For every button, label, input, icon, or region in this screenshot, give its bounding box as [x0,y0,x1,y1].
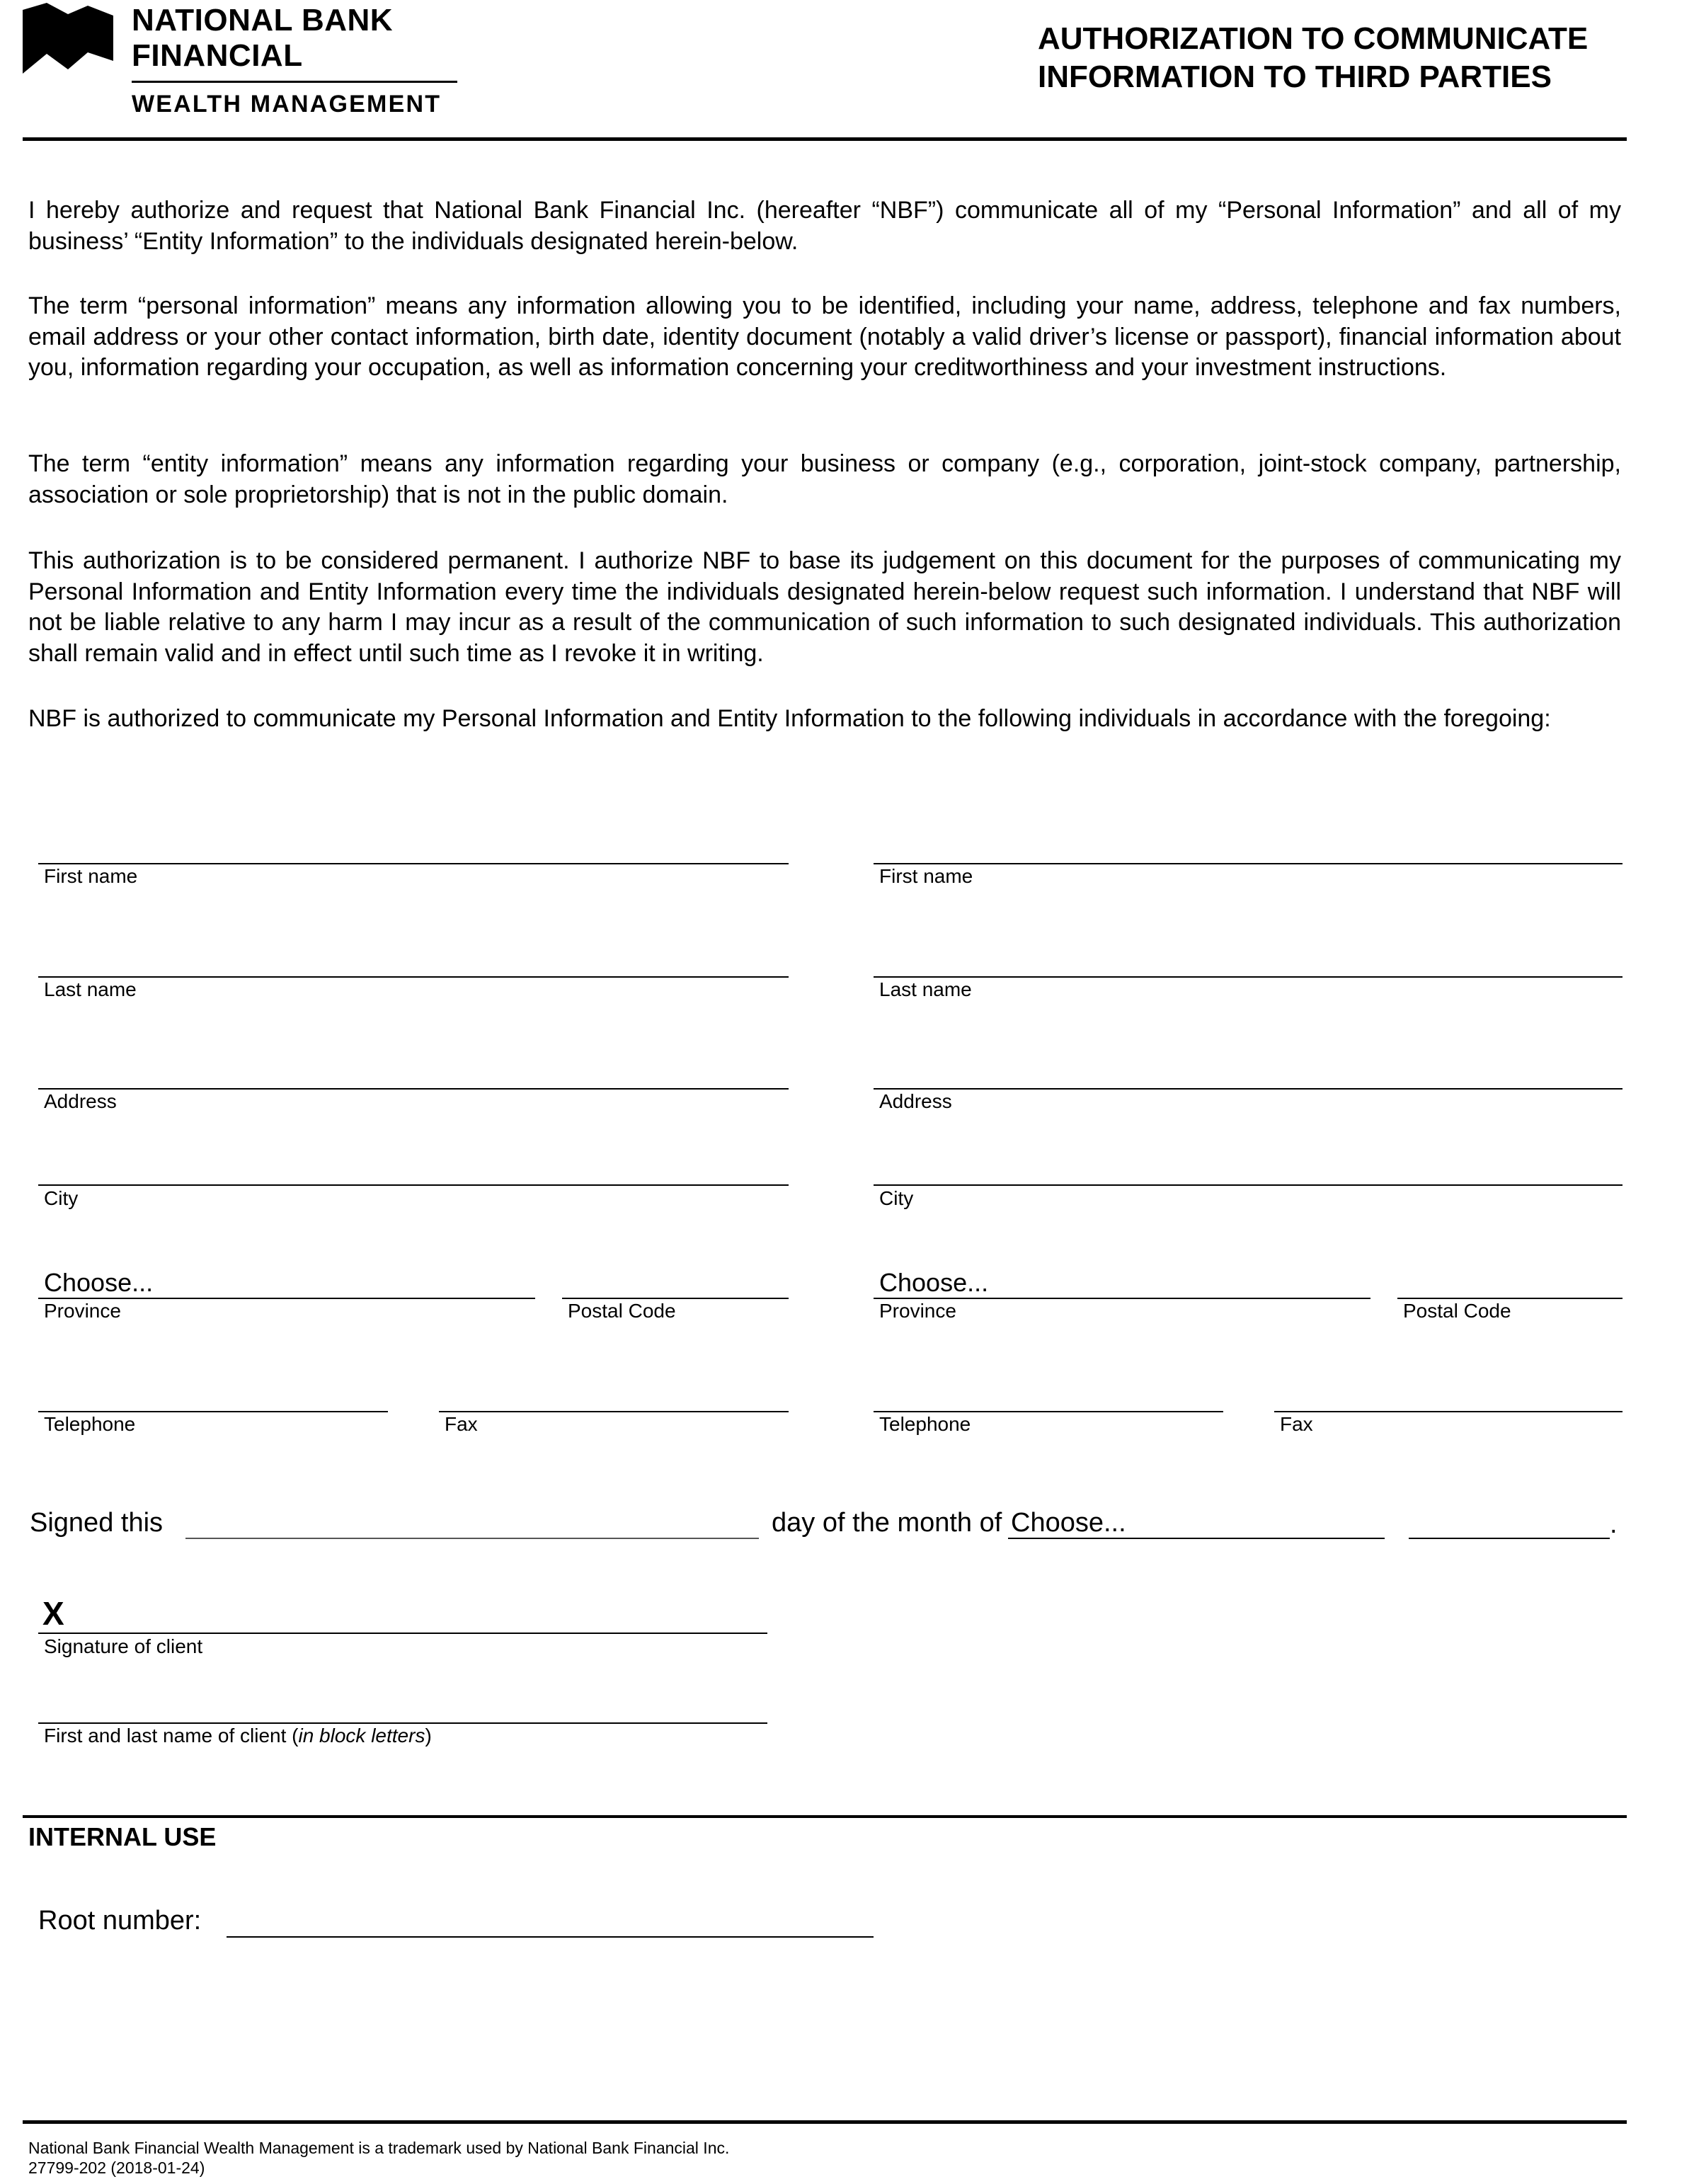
province-select-2[interactable]: Choose... [879,1268,989,1297]
address-field-2[interactable] [874,1088,1623,1090]
signature-x-mark: X [42,1595,64,1632]
postal-code-label-2: Postal Code [1403,1300,1511,1322]
brand-divider [132,81,457,83]
first-name-field-1[interactable] [38,863,789,864]
fax-field-1[interactable] [439,1411,789,1412]
postal-code-label-1: Postal Code [568,1300,676,1322]
province-label-1: Province [44,1300,121,1322]
first-name-label-1: First name [44,865,138,887]
postal-code-field-1[interactable] [562,1298,789,1299]
year-field[interactable] [1409,1538,1610,1539]
footer-rule [23,2120,1627,2124]
telephone-label-2: Telephone [879,1413,971,1435]
date-period: . [1610,1509,1618,1539]
address-label-1: Address [44,1090,117,1112]
client-name-field[interactable] [38,1722,767,1724]
paragraph-entity-information: The term “entity information” means any information regarding your business or company (e.g., corporation, joint-stock company, partnership, association or sole proprietorship) that is not in the public domain. [28,450,1621,508]
client-signature-label: Signature of client [44,1635,203,1657]
last-name-label-1: Last name [44,978,137,1000]
city-field-2[interactable] [874,1184,1623,1186]
postal-code-field-2[interactable] [1397,1298,1623,1299]
first-name-label-2: First name [879,865,973,887]
telephone-field-2[interactable] [874,1411,1223,1412]
telephone-label-1: Telephone [44,1413,136,1435]
paragraph-authorization: I hereby authorize and request that National Bank Financial Inc. (hereafter “NBF”) communicate all of my “Personal Information” and all of my business’ “Entity Information” to the individuals designated herein-below. [28,197,1621,255]
paragraph-authorized-individuals: NBF is authorized to communicate my Personal Information and Entity Information to the following individuals in accordance with the foregoing: [28,705,1551,732]
header-rule [23,137,1627,141]
province-select-1[interactable]: Choose... [44,1268,154,1297]
paragraph-permanent-authorization: This authorization is to be considered permanent. I authorize NBF to base its judgement on this document for the purposes of communicating my Personal Information and Entity Information every time the individuals designated herein-below request such information. I understand that NBF will not be liable relative to any harm I may incur as a result of the communication of such information to such designated individuals. This authorization shall remain valid and in effect until such time as I revoke it in writing. [28,547,1621,667]
last-name-field-2[interactable] [874,976,1623,978]
signed-this-label: Signed this [30,1508,164,1538]
province-field-1 [38,1298,535,1299]
address-label-2: Address [879,1090,952,1112]
fax-label-2: Fax [1280,1413,1313,1435]
internal-use-heading: INTERNAL USE [28,1822,217,1851]
client-name-label-prefix: First and last name of client ( [44,1725,299,1746]
form-title-line2: INFORMATION TO THIRD PARTIES [1038,59,1552,94]
fax-field-2[interactable] [1274,1411,1623,1412]
client-name-label [44,1725,432,1747]
month-field-underline [1008,1538,1385,1539]
day-of-month-label: day of the month of [772,1508,1002,1538]
internal-use-rule [23,1815,1627,1818]
form-title-line1: AUTHORIZATION TO COMMUNICATE [1038,21,1589,56]
telephone-field-1[interactable] [38,1411,388,1412]
brand-name-line2: FINANCIAL [132,38,303,73]
last-name-label-2: Last name [879,978,972,1000]
last-name-field-1[interactable] [38,976,789,978]
first-name-field-2[interactable] [874,863,1623,864]
root-number-label: Root number: [38,1906,202,1936]
fax-label-1: Fax [445,1413,478,1435]
city-label-2: City [879,1187,914,1209]
address-field-1[interactable] [38,1088,789,1090]
client-signature-field[interactable] [38,1633,767,1634]
province-field-2 [874,1298,1370,1299]
city-label-1: City [44,1187,79,1209]
brand-subtitle: WEALTH MANAGEMENT [132,91,442,118]
client-name-label-suffix: ) [425,1725,432,1746]
footer-trademark: National Bank Financial Wealth Management is a trademark used by National Bank Financial Inc. [28,2139,730,2157]
client-name-label-italic: in block letters [298,1725,425,1746]
paragraph-personal-information: The term “personal information” means any information allowing you to be identified, including your name, address, telephone and fax numbers, email address or your other contact information, birth date, identity document (notably a valid driver’s license or passport), financial information about you, information regarding your occupation, as well as information concerning your creditworthiness and your investment instructions. [28,292,1621,381]
month-select[interactable]: Choose... [1011,1508,1126,1538]
signed-day-field[interactable] [185,1538,759,1539]
footer-form-number: 27799-202 (2018-01-24) [28,2159,205,2177]
bank-logo-icon [23,3,113,79]
city-field-1[interactable] [38,1184,789,1186]
root-number-field[interactable] [227,1936,874,1938]
brand-name-line1: NATIONAL BANK [132,3,394,38]
province-label-2: Province [879,1300,956,1322]
